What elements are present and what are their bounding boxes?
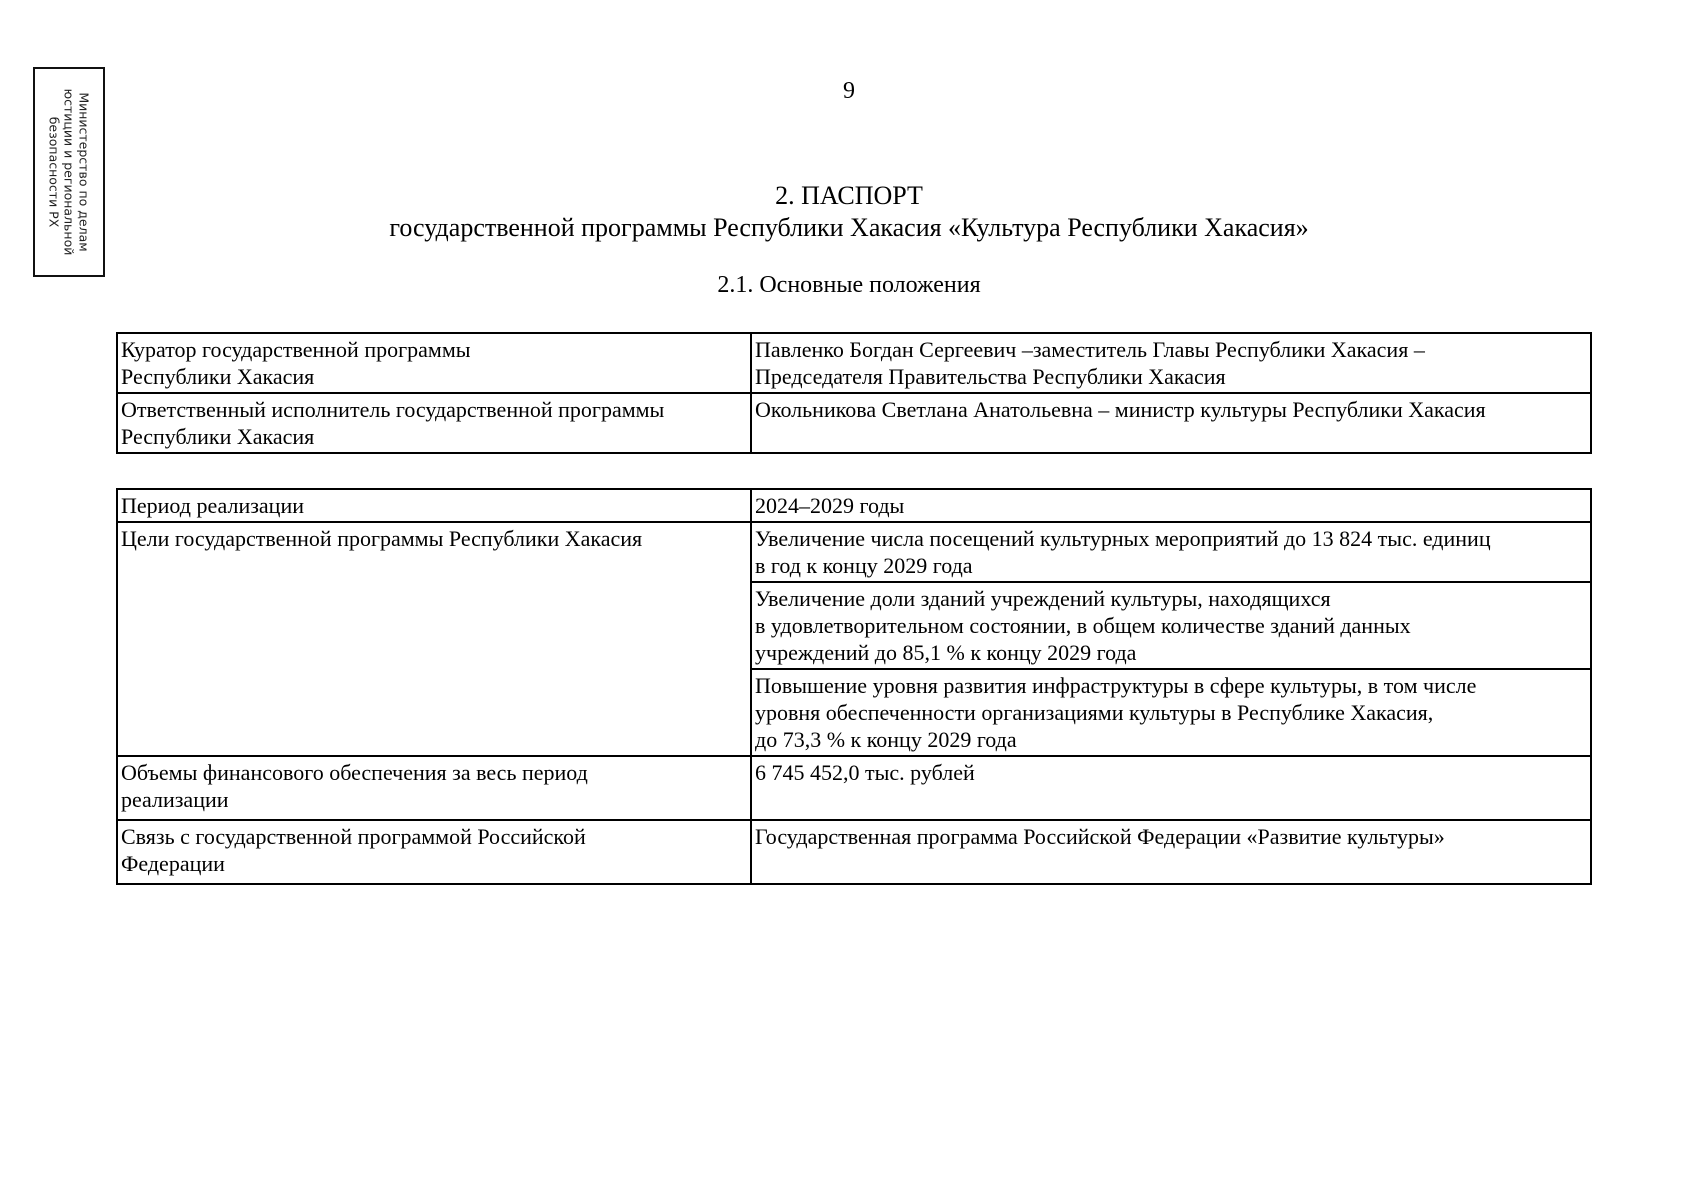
document-heading	[0, 180, 1698, 244]
curator-label: Куратор государственной программы Республики Хакасия	[117, 333, 751, 393]
goal-item-1: Увеличение числа посещений культурных мероприятий до 13 824 тыс. единиц в год к концу 2029 года	[751, 522, 1591, 582]
federal-program-label: Связь с государственной программой Российской Федерации	[117, 820, 751, 884]
period-value: 2024–2029 годы	[751, 489, 1591, 522]
table-row	[117, 820, 1591, 884]
curators-table	[116, 332, 1592, 454]
goal-item-3: Повышение уровня развития инфраструктуры в сфере культуры, в том числе уровня обеспеченности организациями культуры в Республике Хакасия, до 73,3 % к концу 2029 года	[751, 669, 1591, 756]
executor-value: Окольникова Светлана Анатольевна – министр культуры Республики Хакасия	[751, 393, 1591, 453]
table-row	[117, 393, 1591, 453]
table-row	[117, 489, 1591, 522]
passport-table	[116, 488, 1592, 885]
funding-label: Объемы финансового обеспечения за весь период реализации	[117, 756, 751, 820]
heading-line-2: государственной программы Республики Хакасия «Культура Республики Хакасия»	[389, 213, 1309, 242]
federal-program-value: Государственная программа Российской Федерации «Развитие культуры»	[751, 820, 1591, 884]
curator-value: Павленко Богдан Сергеевич –заместитель Главы Республики Хакасия – Председателя Правительства Республики Хакасия	[751, 333, 1591, 393]
table-row	[117, 333, 1591, 393]
stamp-line-2: юстиции и региональной	[61, 88, 77, 256]
page-number: 9	[843, 78, 855, 104]
heading-line-1: 2. ПАСПОРТ	[775, 181, 923, 210]
period-label: Период реализации	[117, 489, 751, 522]
stamp-line-3: безопасности РХ	[46, 116, 62, 228]
table-row	[117, 522, 1591, 582]
stamp-line-1: Министерство по делам	[76, 92, 92, 252]
executor-label: Ответственный исполнитель государственной программы Республики Хакасия	[117, 393, 751, 453]
goals-label: Цели государственной программы Республики Хакасия	[117, 522, 751, 756]
table-row	[117, 756, 1591, 820]
section-title: 2.1. Основные положения	[717, 272, 981, 298]
goal-item-2: Увеличение доли зданий учреждений культуры, находящихся в удовлетворительном состоянии, в общем количестве зданий данных учреждений до 85,1 % к концу 2029 года	[751, 582, 1591, 669]
funding-value: 6 745 452,0 тыс. рублей	[751, 756, 1591, 820]
